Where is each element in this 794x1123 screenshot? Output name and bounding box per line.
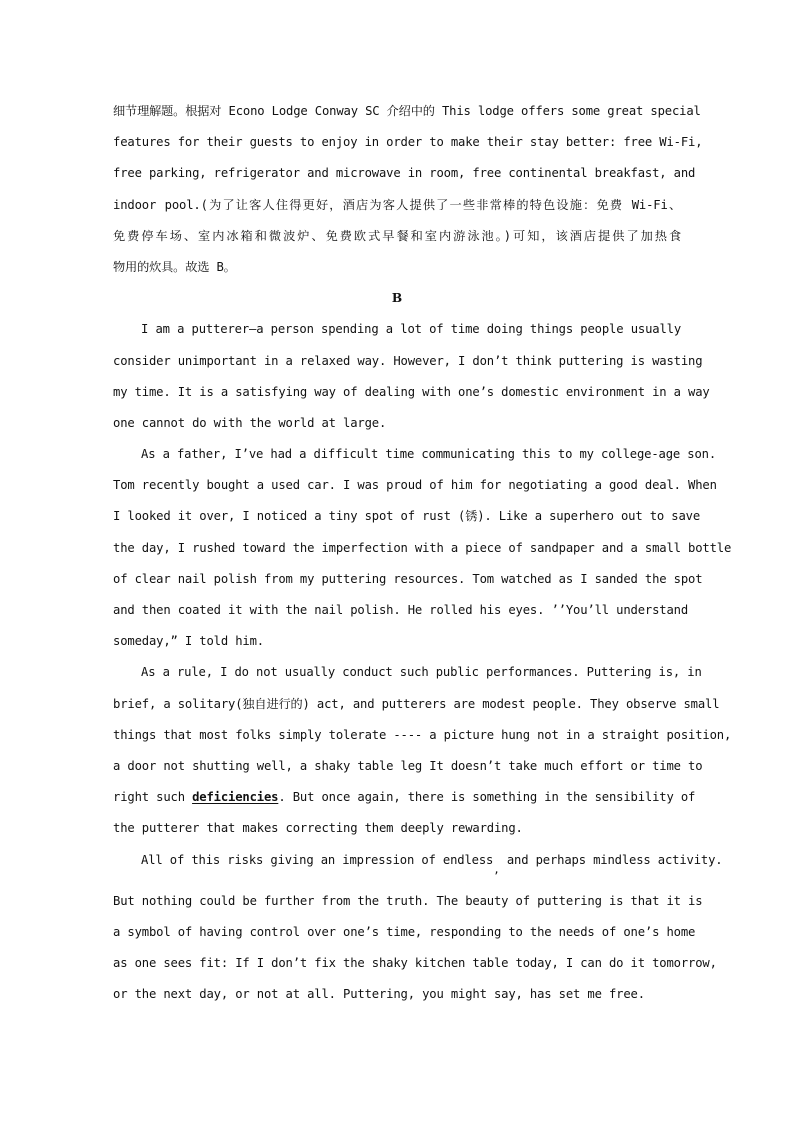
text-line: the day, I rushed toward the imperfection with a piece of sandpaper and a small bottle: [113, 540, 732, 555]
text-line: I looked it over, I noticed a tiny spot of rust (锈). Like a superhero out to save: [113, 509, 701, 524]
text-line: [113, 845, 723, 886]
text-line: a door not shutting well, a shaky table leg It doesn’t take much effort or time to: [113, 758, 703, 773]
document-page: [113, 96, 732, 1010]
text-line: brief, a solitary(独自进行的) act, and putterers are modest people. They observe small: [113, 696, 720, 711]
text-line: of clear nail polish from my puttering resources. Tom watched as I sanded the spot: [113, 571, 703, 586]
text-segment: All of this risks giving an impression of endless: [141, 852, 494, 867]
text-line: 细节理解题。根据对 Econo Lodge Conway SC 介绍中的 This lodge offers some great special: [113, 104, 701, 118]
text-line-with-keyword: [113, 782, 696, 813]
text-segment: right such: [113, 790, 193, 805]
passage-paragraph-1: [113, 314, 710, 439]
text-segment: . But once again, there is something in the sensibility of: [278, 790, 696, 805]
text-line: As a father, I’ve had a difficult time communicating this to my college-age son.: [141, 447, 716, 462]
stray-comma-mark: ,: [493, 862, 500, 876]
text-line: Tom recently bought a used car. I was proud of him for negotiating a good deal. When: [113, 478, 717, 493]
text-line: I am a putterer—a person spending a lot of time doing things people usually: [141, 322, 681, 337]
text-line: As a rule, I do not usually conduct such public performances. Puttering is, in: [141, 665, 702, 680]
text-line: one cannot do with the world at large.: [113, 415, 387, 430]
explanation-paragraph: [113, 96, 703, 283]
text-line: consider unimportant in a relaxed way. However, I don’t think puttering is wasting: [113, 353, 703, 368]
text-line: free parking, refrigerator and microwave in room, free continental breakfast, and: [113, 166, 696, 181]
text-line: 免费停车场、室内冰箱和微波炉、免费欧式早餐和室内游泳池。)可知，该酒店提供了加热食: [113, 228, 681, 243]
text-line: as one sees fit: If I don’t fix the shaky kitchen table today, I can do it tomorrow,: [113, 955, 717, 970]
text-line: or the next day, or not at all. Puttering, you might say, has set me free.: [113, 987, 645, 1002]
text-line: a symbol of having control over one’s time, responding to the needs of one’s home: [113, 924, 696, 939]
text-line: things that most folks simply tolerate ---- a picture hung not in a straight position,: [113, 727, 732, 742]
text-line: features for their guests to enjoy in order to make their stay better: free Wi-Fi,: [113, 135, 703, 150]
section-heading: B: [391, 291, 403, 306]
text-line: and then coated it with the nail polish. He rolled his eyes. ’’You’ll understand: [113, 603, 688, 617]
text-line: But nothing could be further from the truth. The beauty of puttering is that it is: [113, 893, 703, 908]
passage-paragraph-3: [113, 657, 732, 844]
text-line: 物用的炊具。故选 B。: [113, 259, 236, 274]
text-line: someday,” I told him.: [113, 634, 264, 649]
text-line: the putterer that makes correcting them deeply rewarding.: [113, 821, 523, 836]
text-segment: and perhaps mindless activity.: [499, 852, 723, 867]
passage-paragraph-2: [113, 439, 732, 657]
keyword-deficiencies: deficiencies: [192, 790, 279, 805]
text-line: my time. It is a satisfying way of dealing with one’s domestic environment in a way: [113, 384, 710, 399]
text-line: indoor pool.(为了让客人住得更好，酒店为客人提供了一些非常棒的特色设施：免费 Wi-Fi、: [113, 197, 681, 212]
passage-paragraph-4: [113, 845, 723, 1011]
